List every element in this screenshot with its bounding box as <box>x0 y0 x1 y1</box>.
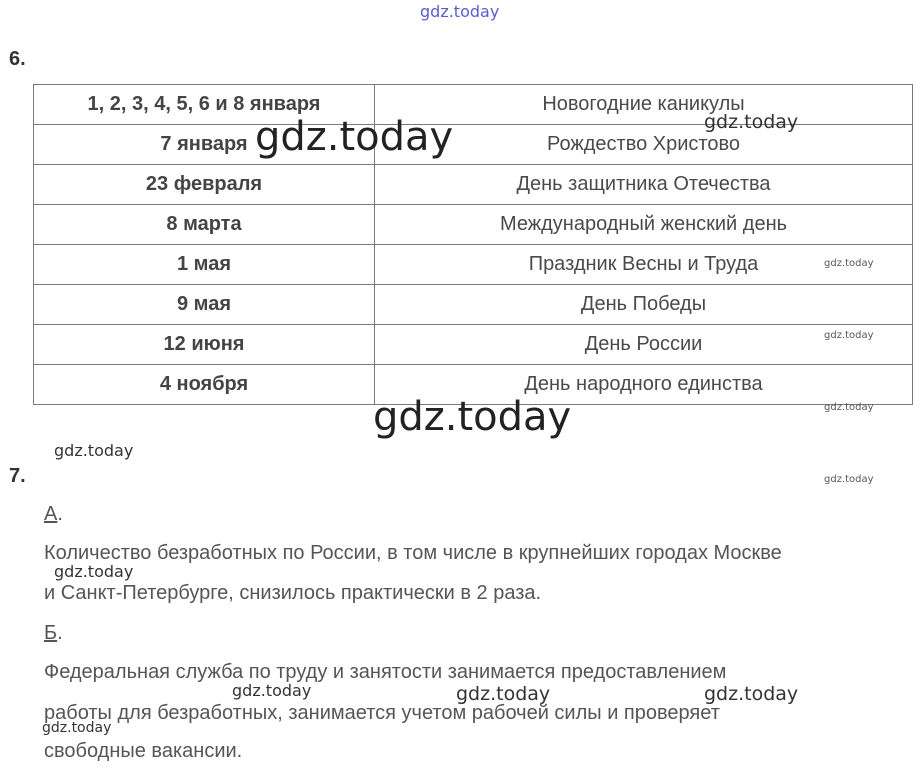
date-cell: 8 марта <box>34 205 375 245</box>
answer-a-dot: . <box>57 503 63 525</box>
watermark-top: gdz.today <box>420 2 500 21</box>
holiday-cell: День народного единства <box>375 365 913 405</box>
task-6-number: 6. <box>9 48 26 70</box>
watermark-tiny: gdz.today <box>824 402 874 413</box>
holiday-cell: День Победы <box>375 285 913 325</box>
holiday-cell: Рождество Христово <box>375 125 913 165</box>
answer-b-line: Федеральная служба по труду и занятости занимается предоставлением <box>44 661 727 683</box>
table-row <box>34 285 913 325</box>
date-cell: 4 ноября <box>34 365 375 405</box>
holiday-cell: Международный женский день <box>375 205 913 245</box>
date-cell: 1, 2, 3, 4, 5, 6 и 8 января <box>34 85 375 125</box>
table-row <box>34 165 913 205</box>
watermark-tiny: gdz.today <box>824 258 874 269</box>
watermark-large: gdz.today <box>255 114 454 160</box>
watermark-tiny: gdz.today <box>824 330 874 341</box>
holiday-cell: Новогодние каникулы <box>375 85 913 125</box>
date-cell: 12 июня <box>34 325 375 365</box>
holiday-cell: День защитника Отечества <box>375 165 913 205</box>
answer-b-heading <box>44 622 63 645</box>
answer-a-line: и Санкт-Петербурге, снизилось практически в 2 раза. <box>44 582 542 604</box>
answer-b-line: свободные вакансии. <box>44 740 243 762</box>
watermark-medium: gdz.today <box>704 683 799 705</box>
date-cell: 9 мая <box>34 285 375 325</box>
table-row <box>34 325 913 365</box>
task-7-number: 7. <box>9 465 26 487</box>
watermark-medium: gdz.today <box>704 111 799 133</box>
table-row <box>34 245 913 285</box>
date-cell: 7 января <box>34 125 375 165</box>
answer-a-line: Количество безработных по России, в том числе в крупнейших городах Москве <box>44 542 782 564</box>
holiday-cell: День России <box>375 325 913 365</box>
watermark-medium: gdz.today <box>456 683 551 705</box>
date-cell: 23 февраля <box>34 165 375 205</box>
watermark-large: gdz.today <box>373 394 572 440</box>
table-row <box>34 205 913 245</box>
answer-a-heading <box>44 503 63 526</box>
watermark-small: gdz.today <box>54 562 134 581</box>
watermark-small: gdz.today <box>42 720 112 736</box>
answer-b-letter: Б <box>44 622 58 644</box>
watermark-small: gdz.today <box>54 441 134 460</box>
watermark-tiny: gdz.today <box>824 474 874 485</box>
holiday-cell: Праздник Весны и Труда <box>375 245 913 285</box>
watermark-small: gdz.today <box>232 681 312 700</box>
answer-b-dot: . <box>57 622 63 644</box>
date-cell: 1 мая <box>34 245 375 285</box>
answer-a-letter: А <box>44 503 58 525</box>
answer-b-line: работы для безработных, занимается учетом рабочей силы и проверяет <box>44 702 720 724</box>
